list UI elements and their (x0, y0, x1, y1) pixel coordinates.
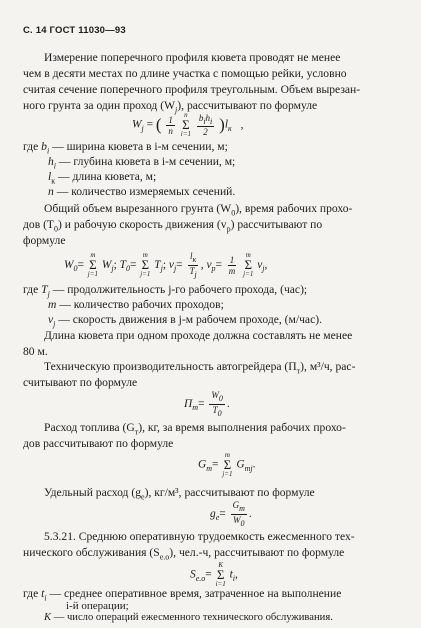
para3-line1: Длина кювета при одном проходе должна составлять не менее (44, 329, 353, 342)
para7-line1: 5.3.21. Среднюю оперативную трудоемкость ежесменного тех- (44, 530, 355, 543)
formula-fuel: $G_т=$ m Σ j=1 $G_{тj}$. (198, 451, 256, 478)
para1-line3: считая сечение поперечного профиля треугольным. Объем вырезан- (23, 83, 361, 96)
para4-line1: Техническую производительность автогрейдера $(П_т)$, м³/ч, рас- (44, 360, 356, 376)
where2-m: m — количество рабочих проходов; (48, 298, 224, 311)
formula-productivity: $П_т=$ $\frac{W_0}{T_0}$ . (184, 390, 230, 418)
para5-line2: дов рассчитывают по формуле (23, 437, 174, 450)
formula-wj: $W_j$ = ( $\frac{1}{n}$ n Σ i=1 $\frac{b_ih_i}{2}$ )$l_к$ , (132, 111, 244, 138)
formula-specific: $g_е=$ $\frac{G_т}{W_0}$ . (210, 500, 252, 528)
page-header: С. 14 ГОСТ 11030—93 (23, 25, 126, 36)
where2-t: где $T_j$ — продолжительность j-го рабочего прохода, (час); (23, 283, 308, 299)
para3-line2: 80 м. (23, 345, 48, 358)
para2-line1: Общий объем вырезанного грунта $(W_0)$, время рабочих прохо- (44, 202, 353, 218)
formula-labor: $S_{е.о}=$ K Σ i=1 $t_i$, (190, 561, 238, 588)
where3-t-cont: i-й операции; (66, 600, 129, 612)
where1-l: $l_к$ — длина кювета, м; (48, 170, 157, 186)
where1-b: где $b_i$ — ширина кювета в i-м сечении, м; (23, 140, 228, 156)
where1-n: n — количество измеряемых сечений. (48, 185, 236, 198)
para4-line2: считывают по формуле (23, 376, 138, 389)
formula-totals: $W_0=$ m Σ j=1 $W_j$; $T_0=$ m Σ j=1 $T_j$; $v_j=$ $\frac{l_к}{T_j}$ , $v_р=$ $\frac{1}{m}$ m Σ j=1 $v_j$, (64, 251, 268, 279)
where1-h: $h_i$ — глубина кювета в i-м сечении, м; (48, 155, 236, 171)
para2-line3: формуле (23, 234, 66, 247)
where3-t: где $t_i$ — среднее оперативное время, затраченное на выполнение (23, 587, 342, 603)
where2-v: $v_j$ — скорость движения в j-м рабочем проходе, (м/час). (48, 313, 322, 329)
para2-line2: дов $(T_0)$ и рабочую скорость движения $(v_р)$ рассчитывают по (23, 218, 323, 234)
para1-line4: ного грунта за один проход $(W_j)$, рассчитывают по формуле (23, 99, 318, 115)
where3-k: K — число операций ежесменного технического обслуживания. (44, 612, 333, 623)
para1-line1: Измерение поперечного профиля кювета проводят не менее (44, 51, 341, 64)
para7-line2: нического обслуживания $(S_{е.о})$, чел.-ч, рассчитывают по формуле (23, 546, 345, 562)
para5-line1: Расход топлива $(G_т)$, кг, за время выполнения рабочих прохо- (44, 421, 346, 437)
para1-line2: чем в десяти местах по длине участка с помощью рейки, условно (23, 67, 347, 80)
para6-line1: Удельный расход $(g_е)$, кг/м³, рассчитывают по формуле (44, 486, 315, 502)
